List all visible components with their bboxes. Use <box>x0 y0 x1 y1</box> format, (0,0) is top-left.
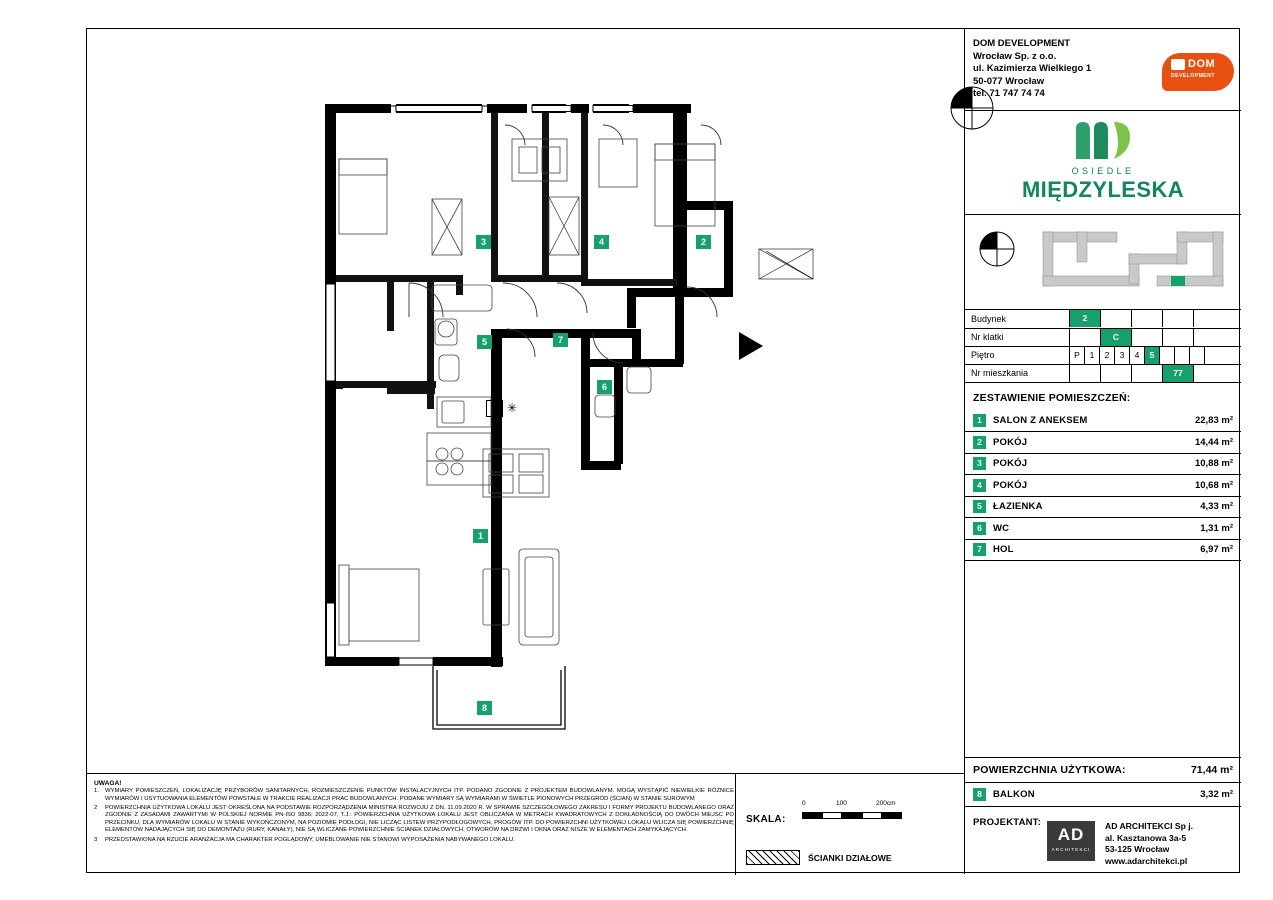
floor-cell-3: 3 <box>1114 347 1129 364</box>
key-plan-block <box>965 215 1241 310</box>
room-name: POKÓJ <box>993 436 1028 448</box>
room-area: 10,88 m² <box>1194 458 1233 470</box>
room-area: 14,44 m² <box>1194 436 1233 448</box>
developer-city: 50-077 Wrocław <box>973 75 1045 87</box>
plan-room-number-8: 8 <box>477 701 492 715</box>
balcony-name: BALKON <box>993 789 1035 800</box>
room-area: 6,97 m² <box>1200 544 1233 556</box>
plan-drawing <box>87 29 964 773</box>
floor-cell-5: 5 <box>1144 347 1159 364</box>
designer-label: PROJEKTANT: <box>973 817 1041 828</box>
room-number: 3 <box>973 457 986 470</box>
room-row-4 <box>965 475 1241 497</box>
floor-plan <box>87 29 964 773</box>
rooms-table-title: ZESTAWIENIE POMIESZCZEŃ: <box>973 391 1131 404</box>
room-row-5 <box>965 497 1241 519</box>
plan-room-number-2: 2 <box>696 235 711 249</box>
rooms-table-spacer <box>965 561 1241 757</box>
note-item <box>94 805 734 835</box>
notes-title: UWAGA! <box>94 780 122 787</box>
floor-cell-1: 1 <box>1084 347 1099 364</box>
floor-cell-4: 4 <box>1129 347 1144 364</box>
room-number: 6 <box>973 522 986 535</box>
room-area: 22,83 m² <box>1194 415 1233 427</box>
note-number: 1. <box>94 788 99 794</box>
title-block <box>964 29 1241 874</box>
developer-company: Wrocław Sp. z o.o. <box>973 50 1057 62</box>
legend-label: ŚCIANKI DZIAŁOWE <box>808 853 892 863</box>
notes-bar <box>87 773 964 874</box>
staircase-label: Nr klatki <box>965 328 1069 346</box>
room-name: POKÓJ <box>993 479 1028 491</box>
room-area: 4,33 m² <box>1200 501 1233 513</box>
estate-name: MIĘDZYLESKA <box>1021 177 1185 202</box>
designer-web[interactable]: www.adarchitekci.pl <box>1105 855 1188 866</box>
room-row-6 <box>965 518 1241 540</box>
room-row-1 <box>965 411 1241 433</box>
floor-cell-2: 2 <box>1099 347 1114 364</box>
building-value: 2 <box>1069 310 1100 327</box>
apartment-label: Nr mieszkania <box>965 364 1069 382</box>
scale-block <box>735 774 964 875</box>
dom-logo-main: DOM <box>1188 58 1216 70</box>
staircase-value: C <box>1100 329 1131 346</box>
total-area-label: POWIERZCHNIA UŻYTKOWA: <box>973 764 1126 776</box>
room-area: 10,68 m² <box>1194 479 1233 491</box>
room-number: 7 <box>973 543 986 556</box>
room-area: 1,31 m² <box>1200 522 1233 534</box>
room-row-7 <box>965 540 1241 562</box>
info-row-apartment <box>965 364 1241 382</box>
building-label: Budynek <box>965 310 1069 328</box>
balcony-row <box>965 783 1241 807</box>
note-text: POWIERZCHNIA UŻYTKOWA LOKALU JEST OKREŚLONA NA PODSTAWIE ROZPORZĄDZENIA MINISTRA ROZWOJU Z DN. 11.09.2020 R. W SPRAWIE SZCZEGÓŁOWEGO ZAKRESU I FORMY PROJEKTU BUDOWLANEGO ORAZ ZGODNIE Z ZASADAMI ZAWARTYMI W POLSKIEJ NORMIE PN-ISO 9836: 2022-07, T.J.: POWIERZCHNIA UŻYTKOWA LOKALU JEST OBLICZANA W METRACH KWADRATOWYCH Z DOKŁADNOŚCIĄ DO DWÓCH MIEJSC PO PRZECINKU, DLA WYMIARÓW LOKALU W STANIE WYKOŃCZONYM, NA POZIOMIE PODŁOGI, NIE LICZĄC LISTEW PRZYPODŁOGOWYCH, PROGÓW ITP. DO POWIERZCHNI UŻYTKOWEJ LOKALU WLICZA SIĘ POWIERZCHNIĘ ELEMENTÓW NADAJĄCYCH SIĘ DO DEMONTAŻU (RURY, KANAŁY), NIE SĄ WLICZANE POWIERZCHNIE ŚCIANEK DZIAŁOWYCH, OTWORÓW NA DRZWI I OKNA ORAZ NISZE W ELEMENTACH ZAMYKAJĄCYCH. <box>105 804 734 834</box>
dom-logo-sub: DEVELOPMENT <box>1171 73 1215 79</box>
developer-phone: tel. 71 747 74 74 <box>973 88 1045 100</box>
developer-block <box>965 29 1241 111</box>
note-text: PRZEDSTAWIONA NA RZUCIE ARANŻACJA MA CHARAKTER POGLĄDOWY, UMEBLOWANIE NIE STANOWI WYPOSAŻENIA NABYWANEGO LOKALU. <box>105 836 515 843</box>
room-number: 1 <box>973 414 986 427</box>
key-plan-diagram <box>1037 224 1235 302</box>
north-arrow-small-icon <box>977 229 1017 269</box>
apartment-value: 77 <box>1162 365 1193 382</box>
scale-label: SKALA: <box>746 814 786 825</box>
total-area-value: 71,44 m² <box>1190 764 1233 776</box>
room-name: SALON Z ANEKSEM <box>993 415 1088 427</box>
snowflake-icon: ✳ <box>507 401 518 415</box>
room-number: 5 <box>973 500 986 513</box>
info-row-floor <box>965 346 1241 364</box>
ad-architekci-logo <box>1047 821 1095 861</box>
floor-cell-P: P <box>1069 347 1084 364</box>
building-info-table <box>965 310 1241 383</box>
plan-room-number-4: 4 <box>594 235 609 249</box>
room-name: WC <box>993 522 1010 534</box>
room-name: HOL <box>993 544 1014 556</box>
developer-name: DOM DEVELOPMENT <box>973 38 1071 49</box>
estate-logo-icon <box>1068 119 1138 163</box>
ad-logo-main: AD <box>1057 825 1085 844</box>
total-area-row <box>965 757 1241 783</box>
info-row-building <box>965 310 1241 328</box>
plan-room-number-1: 1 <box>473 529 488 543</box>
notes-block <box>94 780 734 846</box>
floor-label: Piętro <box>965 346 1069 364</box>
balcony-number: 8 <box>973 788 986 801</box>
note-number: 2 <box>94 804 98 811</box>
balcony-area: 3,32 m² <box>1200 789 1233 800</box>
scale-tick-0: 0 <box>802 800 806 807</box>
room-number: 2 <box>973 436 986 449</box>
plan-room-number-7: 7 <box>553 333 568 347</box>
room-number: 4 <box>973 479 986 492</box>
room-name: POKÓJ <box>993 458 1028 470</box>
plan-room-number-5: 5 <box>477 335 492 349</box>
scale-tick-100: 100 <box>836 800 847 807</box>
drawing-sheet <box>86 28 1240 873</box>
room-row-2 <box>965 432 1241 454</box>
designer-city: 53-125 Wrocław <box>1105 844 1170 855</box>
info-row-staircase <box>965 328 1241 346</box>
designer-name: AD ARCHITEKCI Sp j. <box>1105 821 1194 831</box>
note-item <box>94 837 734 845</box>
scale-tick-200: 200cm <box>876 800 896 807</box>
dom-development-logo <box>1162 53 1234 91</box>
developer-street: ul. Kazimierza Wielkiego 1 <box>973 63 1092 75</box>
designer-street: al. Kasztanowa 3a-5 <box>1105 832 1187 843</box>
note-text: WYMIARY POMIESZCZEŃ, LOKALIZACJĘ PRZYBORÓW SANITARNYCH, ROZMIESZCZENIE PUNKTÓW INSTALACYJNYCH ITP. PODANO ZGODNIE Z PROJEKTEM BUDOWLANYM. MOGĄ WYSTĄPIĆ NIEWIELKIE RÓŻNICE WYMIARÓW I USYTUOWANIA ELEMENTÓW POWSTAŁE W TRAKCIE REALIZACJI PRAC BUDOWLANYCH. PODANE WYMIARY SĄ WYMIARAMI W ŚWIETLE PIONOWYCH PRZEGRÓD (ŚCIAN) W STANIE SUROWYM <box>105 788 734 802</box>
designer-block <box>965 807 1241 897</box>
room-name: ŁAZIENKA <box>993 501 1043 513</box>
legend-hatch-swatch <box>746 850 800 865</box>
estate-block <box>965 111 1241 215</box>
estate-subtitle: OSIEDLE <box>1071 166 1135 176</box>
room-row-3 <box>965 454 1241 476</box>
plan-room-number-6: 6 <box>597 380 612 394</box>
ad-logo-sub: ARCHITEKCI <box>1051 847 1091 852</box>
note-number: 3 <box>94 836 98 843</box>
scale-bar <box>802 800 922 819</box>
kitchen-marker: Z <box>486 400 503 417</box>
note-item <box>94 788 734 803</box>
plan-room-number-3: 3 <box>476 235 491 249</box>
